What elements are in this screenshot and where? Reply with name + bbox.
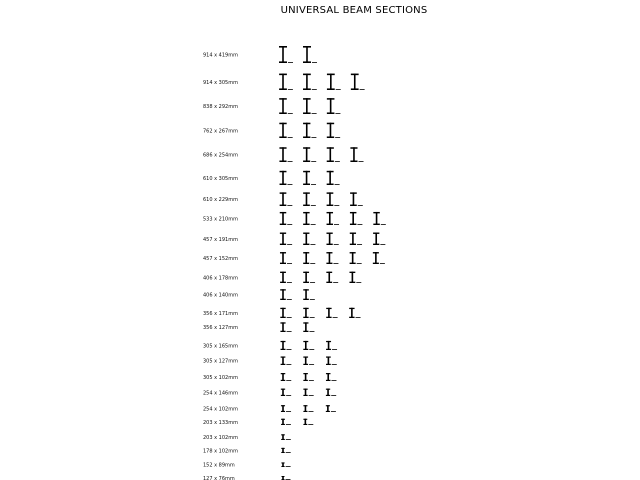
section-size-label: 914 x 419mm	[203, 52, 238, 59]
i-beam-profile-icon	[327, 147, 340, 162]
i-beam-profile-icon	[303, 272, 315, 283]
i-beam-profile-icon	[281, 434, 291, 440]
i-beam-profile-icon	[303, 322, 314, 332]
i-beam-profile-icon	[303, 123, 316, 138]
section-size-label: 686 x 254mm	[203, 152, 238, 159]
i-beam-profile-icon	[350, 252, 362, 264]
section-size-label: 152 x 89mm	[203, 462, 235, 469]
section-row	[203, 341, 337, 350]
section-row	[203, 147, 364, 162]
i-beam-profile-icon	[303, 308, 314, 318]
i-beam-profile-icon	[303, 341, 314, 350]
section-size-label: 305 x 165mm	[203, 343, 238, 350]
i-beam-profile-icon	[303, 212, 315, 225]
i-beam-profile-icon	[350, 233, 362, 245]
section-row	[203, 322, 314, 332]
i-beam-profile-icon	[280, 171, 293, 185]
i-beam-profile-icon	[326, 341, 337, 350]
i-beam-profile-icon	[326, 272, 338, 283]
i-beam-profile-icon	[303, 373, 314, 381]
section-size-label: 305 x 127mm	[203, 358, 238, 365]
i-beam-profile-icon	[303, 405, 313, 412]
section-row	[203, 476, 291, 480]
i-beam-profile-icon	[303, 192, 316, 206]
i-beam-profile-icon	[326, 373, 337, 381]
i-beam-profile-icon	[279, 147, 292, 162]
i-beam-profile-icon	[281, 389, 291, 396]
i-beam-profile-icon	[350, 212, 362, 225]
i-beam-profile-icon	[327, 98, 341, 114]
section-size-label: 203 x 133mm	[203, 419, 238, 426]
section-size-label: 178 x 102mm	[203, 448, 238, 455]
i-beam-profile-icon	[327, 192, 340, 206]
section-row	[203, 448, 291, 455]
i-beam-profile-icon	[373, 252, 385, 264]
section-size-label: 356 x 171mm	[203, 310, 238, 317]
i-beam-profile-icon	[279, 123, 292, 138]
section-size-label: 610 x 229mm	[203, 197, 238, 204]
section-row	[203, 434, 291, 441]
i-beam-profile-icon	[303, 252, 315, 264]
section-size-label: 406 x 140mm	[203, 292, 238, 299]
i-beam-profile-icon	[351, 74, 365, 90]
i-beam-profile-icon	[326, 308, 337, 318]
i-beam-profile-icon	[349, 272, 361, 283]
i-beam-profile-icon	[350, 192, 363, 206]
i-beam-profile-icon	[350, 147, 363, 162]
i-beam-profile-icon	[280, 289, 292, 300]
i-beam-profile-icon	[326, 405, 336, 412]
section-row	[203, 192, 363, 206]
i-beam-profile-icon	[373, 233, 385, 245]
i-beam-profile-icon	[280, 272, 292, 283]
i-beam-profile-icon	[349, 308, 360, 318]
section-size-label: 914 x 305mm	[203, 79, 238, 86]
drawing-title: UNIVERSAL BEAM SECTIONS	[280, 5, 428, 16]
i-beam-profile-icon	[303, 233, 315, 245]
i-beam-profile-icon	[373, 212, 385, 225]
i-beam-profile-icon	[303, 419, 313, 425]
i-beam-profile-icon	[280, 252, 292, 264]
i-beam-profile-icon	[279, 46, 293, 63]
section-row	[203, 123, 340, 138]
i-beam-profile-icon	[326, 389, 336, 396]
section-row	[203, 233, 385, 245]
i-beam-profile-icon	[280, 233, 292, 245]
section-row	[203, 389, 336, 397]
i-beam-profile-icon	[280, 322, 291, 332]
i-beam-profile-icon	[280, 192, 293, 206]
section-size-label: 356 x 127mm	[203, 325, 238, 332]
i-beam-profile-icon	[303, 171, 316, 185]
section-row	[203, 272, 361, 283]
section-row	[203, 373, 336, 381]
section-size-label: 457 x 152mm	[203, 256, 238, 263]
i-beam-profile-icon	[303, 389, 313, 396]
section-size-label: 533 x 210mm	[203, 216, 238, 223]
section-row	[203, 289, 315, 300]
section-row	[203, 171, 340, 185]
i-beam-profile-icon	[281, 341, 292, 350]
i-beam-profile-icon	[303, 98, 317, 114]
section-row	[203, 46, 317, 63]
section-row	[203, 356, 337, 365]
i-beam-profile-icon	[280, 308, 291, 318]
section-row	[203, 98, 340, 114]
section-row	[203, 419, 313, 426]
section-size-label: 254 x 146mm	[203, 390, 238, 397]
i-beam-profile-icon	[303, 74, 317, 90]
i-beam-profile-icon	[279, 98, 293, 114]
section-row	[203, 405, 336, 412]
i-beam-profile-icon	[327, 123, 340, 138]
i-beam-profile-icon	[303, 46, 317, 63]
section-size-label: 406 x 178mm	[203, 275, 238, 282]
section-row	[203, 212, 386, 225]
i-beam-profile-icon	[281, 373, 292, 381]
i-beam-profile-icon	[279, 74, 293, 90]
i-beam-profile-icon	[327, 171, 340, 185]
i-beam-profile-icon	[282, 476, 291, 480]
section-row	[203, 252, 385, 264]
section-row	[203, 74, 365, 90]
section-row	[203, 462, 291, 468]
section-size-label: 610 x 305mm	[203, 175, 238, 182]
section-size-label: 838 x 292mm	[203, 104, 238, 111]
section-size-label: 127 x 76mm	[203, 476, 235, 480]
i-beam-profile-icon	[281, 462, 290, 467]
section-rows	[203, 46, 386, 480]
i-beam-profile-icon	[326, 356, 337, 365]
i-beam-profile-icon	[303, 356, 314, 365]
section-size-label: 457 x 191mm	[203, 236, 238, 243]
i-beam-profile-icon	[281, 356, 292, 365]
section-size-label: 203 x 102mm	[203, 435, 238, 442]
i-beam-profile-icon	[326, 233, 338, 245]
i-beam-profile-icon	[281, 448, 290, 453]
i-beam-profile-icon	[326, 252, 338, 264]
section-row	[203, 308, 361, 318]
i-beam-profile-icon	[303, 147, 316, 162]
section-size-label: 762 x 267mm	[203, 128, 238, 135]
i-beam-profile-icon	[281, 419, 291, 425]
section-size-label: 305 x 102mm	[203, 375, 238, 382]
section-size-label: 254 x 102mm	[203, 406, 238, 413]
i-beam-profile-icon	[280, 212, 292, 225]
i-beam-profile-icon	[327, 74, 341, 90]
i-beam-profile-icon	[327, 212, 339, 225]
i-beam-profile-icon	[281, 405, 291, 412]
i-beam-profile-icon	[303, 289, 315, 300]
